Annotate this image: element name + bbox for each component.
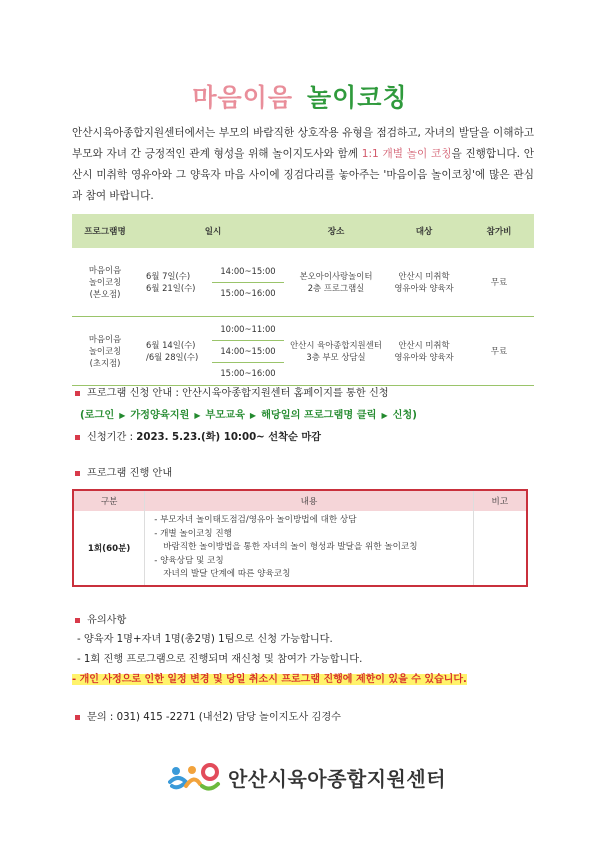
arrow-right-icon: ▶ [119,411,126,420]
table-row [72,317,534,386]
time-slot: 15:00~16:00 [220,367,276,378]
center-logo [168,760,446,794]
warning-note [72,670,467,685]
schedule-header-row [72,214,534,248]
arrow-right-icon: ▶ [381,411,388,420]
logo-icon [168,760,222,794]
apply-label: 프로그램 신청 안내 : 안산시육아종합지원센터 홈페이지를 통한 신청 [87,388,389,399]
warning-text: - 개인 사정으로 인한 일정 변경 및 당일 취소시 프로그램 진행에 제한이 있을 수 있습니다. [72,674,467,685]
program-times [208,317,288,386]
title-part2: 놀이코칭 [307,83,408,112]
bullet-square-icon [75,471,80,476]
apply-path [80,406,417,421]
contact-line [75,708,341,723]
note-item: - 1회 진행 프로그램으로 진행되며 재신청 및 참여가 가능합니다. [77,654,363,665]
time-slot: 10:00~11:00 [212,319,284,341]
bullet-square-icon [75,391,80,396]
notes-section-label [75,611,126,626]
table-row [73,511,527,586]
list-item: - 개별 놀이코칭 진행 [154,528,232,539]
progress-table [72,489,528,587]
arrow-right-icon: ▶ [194,411,201,420]
intro-paragraph [72,123,534,207]
apply-section-label [75,384,389,399]
session-note [473,511,527,586]
contact-text: 문의 : 031) 415 -2271 (내선2) 담당 놀이지도사 김경수 [87,712,342,723]
path-step: 부모교육 [205,410,245,421]
program-name: 마음이음 놀이코칭 (초지점) [72,317,138,386]
note-item: - 양육자 1명+자녀 1명(총2명) 1팀으로 신청 가능합니다. [77,634,333,645]
title-part1: 마음이음 [192,83,293,112]
program-fee: 무료 [464,248,534,317]
program-fee: 무료 [464,317,534,386]
list-item: 바람직한 놀이방법을 통한 자녀의 놀이 형성과 발달을 위한 놀이코칭 [163,542,418,553]
progress-label: 프로그램 진행 안내 [87,468,173,479]
time-slot: 14:00~15:00 [212,261,284,283]
session-content [145,511,473,586]
schedule-table [72,214,534,386]
schedule-header-name: 프로그램명 [72,214,138,248]
progress-header-content: 내용 [145,490,473,511]
program-place: 안산시 육아종합지원센터 3층 부모 상담실 [288,317,384,386]
program-name: 마음이음 놀이코칭 (본오점) [72,248,138,317]
progress-section-label [75,464,172,479]
progress-header-category: 구분 [73,490,145,511]
apply-period [75,428,321,443]
schedule-header-place: 장소 [288,214,384,248]
list-item: - 부모자녀 놀이태도점검/영유아 놀이방법에 대한 상담 [154,515,357,526]
bullet-square-icon [75,435,80,440]
progress-header-row [73,490,527,511]
program-dates: 6월 7일(수) 6월 21일(수) [138,248,208,317]
program-dates: 6월 14일(수) /6월 28일(수) [138,317,208,386]
intro-highlight: 1:1 개별 놀이 코칭 [361,148,452,160]
bullet-square-icon [75,618,80,623]
path-step: 해당일의 프로그램명 클릭 [261,410,377,421]
program-place: 본오아이사랑놀이터 2층 프로그램실 [288,248,384,317]
schedule-header-fee: 참가비 [464,214,534,248]
path-step: 가정양육지원 [130,410,190,421]
session-label: 1회(60분) [87,544,131,554]
program-target: 안산시 미취학 영유아와 양육자 [384,317,464,386]
schedule-header-target: 대상 [384,214,464,248]
progress-header-note: 비고 [473,490,527,511]
path-step: (로그인 [80,410,115,421]
time-slot: 15:00~16:00 [220,287,276,298]
program-times [208,248,288,317]
time-slot: 14:00~15:00 [212,341,284,363]
table-row [72,248,534,317]
content-list [146,514,471,582]
intro-text-1: 안산시육아종합지원센터에서는 부모의 바람직한 상호작용 유형을 점검하고, 자녀의 발달을 이해하고 부모와 자녀 간 긍정적인 관계 형성을 위해 놀이지도사와 함께 [72,127,534,160]
page-title [0,78,600,114]
program-target: 안산시 미취학 영유아와 양육자 [384,248,464,317]
path-step: 신청) [392,410,417,421]
list-item: - 양육상담 및 코칭 [154,555,224,566]
period-value: 2023. 5.23.(화) 10:00~ 선착순 마감 [136,432,322,443]
bullet-square-icon [75,715,80,720]
intro-text-2: 을 진행합니다. 안산시 미취학 영유아와 그 양육자 마음 사이에 징검다리를 놓아주는 '마음이음 놀이코칭'에 많은 관심과 참여 바랍니다. [72,148,534,202]
period-label: 신청기간 : [87,432,137,443]
logo-text: 안산시육아종합지원센터 [228,766,447,791]
schedule-header-datetime: 일시 [138,214,288,248]
list-item: 자녀의 발달 단계에 따른 양육코칭 [163,569,291,580]
notes-label: 유의사항 [87,615,127,626]
arrow-right-icon: ▶ [249,411,257,420]
